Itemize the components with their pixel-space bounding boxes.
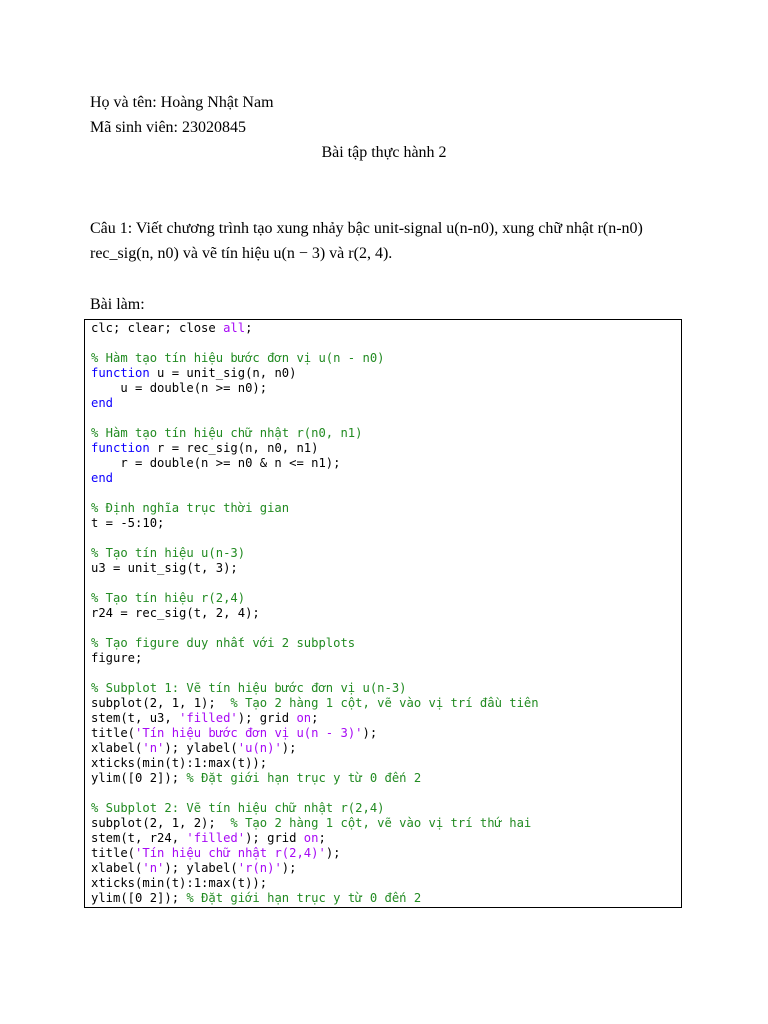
- code-text: clc; clear; close: [91, 321, 224, 335]
- code-text: );: [281, 741, 297, 755]
- code-line: [91, 351, 675, 366]
- code-text: r = rec_sig(n, n0, n1): [149, 441, 319, 455]
- code-line: [91, 876, 675, 891]
- code-line: [91, 561, 675, 576]
- code-string: 'filled': [186, 831, 246, 845]
- code-comment: % Đặt giới hạn trục y từ 0 đến 2: [186, 771, 422, 785]
- code-line: [91, 756, 675, 771]
- code-text: stem(t, r24,: [91, 831, 187, 845]
- code-text: u = unit_sig(n, n0): [149, 366, 297, 380]
- code-text: );: [325, 846, 341, 860]
- code-text: ylim([0 2]);: [91, 891, 187, 905]
- code-line: [91, 816, 675, 831]
- code-text: t = -5:10;: [91, 516, 165, 530]
- code-text: xlabel(: [91, 861, 143, 875]
- code-block: [84, 319, 682, 908]
- code-text: xticks(min(t):1:max(t));: [91, 756, 268, 770]
- code-string: on: [296, 711, 312, 725]
- code-line: [91, 711, 675, 726]
- code-string: 'n': [142, 741, 165, 755]
- code-text: ); grid: [237, 711, 297, 725]
- code-line: [91, 411, 675, 426]
- code-line: [91, 441, 675, 456]
- code-line: [91, 831, 675, 846]
- code-comment: % Hàm tạo tín hiệu bước đơn vị u(n - n0): [91, 351, 385, 365]
- code-line: [91, 546, 675, 561]
- code-line: [91, 651, 675, 666]
- code-string: 'u(n)': [237, 741, 282, 755]
- code-line: [91, 576, 675, 591]
- code-comment: % Đặt giới hạn trục y từ 0 đến 2: [186, 891, 422, 905]
- code-string: all: [223, 321, 246, 335]
- code-text: );: [281, 861, 297, 875]
- code-string: on: [303, 831, 319, 845]
- code-line: [91, 726, 675, 741]
- code-line: [91, 471, 675, 486]
- code-string: 'filled': [179, 711, 238, 725]
- code-text: ylim([0 2]);: [91, 771, 187, 785]
- code-line: [91, 366, 675, 381]
- code-text: figure;: [91, 651, 143, 665]
- code-string: 'Tín hiệu chữ nhật r(2,4)': [135, 846, 326, 860]
- code-keyword: function: [91, 441, 150, 455]
- code-text: r24 = rec_sig(t, 2, 4);: [91, 606, 260, 620]
- code-text: stem(t, u3,: [91, 711, 180, 725]
- code-line: [91, 606, 675, 621]
- code-line: [91, 861, 675, 876]
- code-string: 'n': [142, 861, 165, 875]
- code-line: [91, 321, 675, 336]
- question-text-line-1: Câu 1: Viết chương trình tạo xung nhảy bậc unit-signal u(n-n0), xung chữ nhật r(n-n0): [90, 220, 643, 237]
- question-text-line-2: rec_sig(n, n0) và vẽ tín hiệu u(n − 3) và r(2, 4).: [90, 245, 393, 262]
- code-comment: % Định nghĩa trục thời gian: [91, 501, 290, 515]
- code-text: u = double(n >= n0);: [91, 381, 268, 395]
- code-text: ;: [318, 831, 326, 845]
- code-text: ); grid: [245, 831, 304, 845]
- code-line: [91, 891, 675, 906]
- code-line: [91, 426, 675, 441]
- code-line: [91, 501, 675, 516]
- code-text: ;: [245, 321, 253, 335]
- code-comment: % Subplot 2: Vẽ tín hiệu chữ nhật r(2,4): [91, 801, 385, 815]
- code-comment: % Subplot 1: Vẽ tín hiệu bước đơn vị u(n-3): [91, 681, 407, 695]
- code-line: [91, 531, 675, 546]
- code-text: ); ylabel(: [164, 861, 238, 875]
- code-keyword: end: [91, 471, 114, 485]
- document-title: Bài tập thực hành 2: [321, 144, 447, 161]
- code-line: [91, 591, 675, 606]
- code-keyword: function: [91, 366, 150, 380]
- code-line: [91, 681, 675, 696]
- code-text: ;: [311, 711, 319, 725]
- code-text: title(: [91, 846, 136, 860]
- code-text: u3 = unit_sig(t, 3);: [91, 561, 238, 575]
- code-text: xticks(min(t):1:max(t));: [91, 876, 268, 890]
- code-line: [91, 771, 675, 786]
- code-comment: % Tạo 2 hàng 1 cột, vẽ vào vị trí đầu tiên: [230, 696, 539, 710]
- code-text: subplot(2, 1, 2);: [91, 816, 231, 830]
- code-line: [91, 741, 675, 756]
- code-line: [91, 381, 675, 396]
- code-comment: % Tạo figure duy nhất với 2 subplots: [91, 636, 356, 650]
- code-line: [91, 486, 675, 501]
- code-line: [91, 666, 675, 681]
- student-name: Họ và tên: Hoàng Nhật Nam: [90, 94, 274, 111]
- student-id: Mã sinh viên: 23020845: [90, 119, 246, 136]
- code-line: [91, 336, 675, 351]
- code-text: );: [362, 726, 378, 740]
- code-line: [91, 696, 675, 711]
- code-line: [91, 396, 675, 411]
- code-text: title(: [91, 726, 136, 740]
- code-comment: % Tạo tín hiệu u(n-3): [91, 546, 246, 560]
- code-line: [91, 786, 675, 801]
- code-text: xlabel(: [91, 741, 143, 755]
- code-line: [91, 621, 675, 636]
- code-string: 'Tín hiệu bước đơn vị u(n - 3)': [135, 726, 363, 740]
- code-line: [91, 516, 675, 531]
- code-text: ); ylabel(: [164, 741, 238, 755]
- code-comment: % Tạo tín hiệu r(2,4): [91, 591, 246, 605]
- answer-label: Bài làm:: [90, 296, 145, 313]
- code-text: subplot(2, 1, 1);: [91, 696, 231, 710]
- code-line: [91, 801, 675, 816]
- code-line: [91, 636, 675, 651]
- code-text: r = double(n >= n0 & n <= n1);: [91, 456, 341, 470]
- code-comment: % Hàm tạo tín hiệu chữ nhật r(n0, n1): [91, 426, 363, 440]
- code-line: [91, 456, 675, 471]
- code-line: [91, 846, 675, 861]
- code-string: 'r(n)': [237, 861, 282, 875]
- code-comment: % Tạo 2 hàng 1 cột, vẽ vào vị trí thứ hai: [230, 816, 532, 830]
- code-keyword: end: [91, 396, 114, 410]
